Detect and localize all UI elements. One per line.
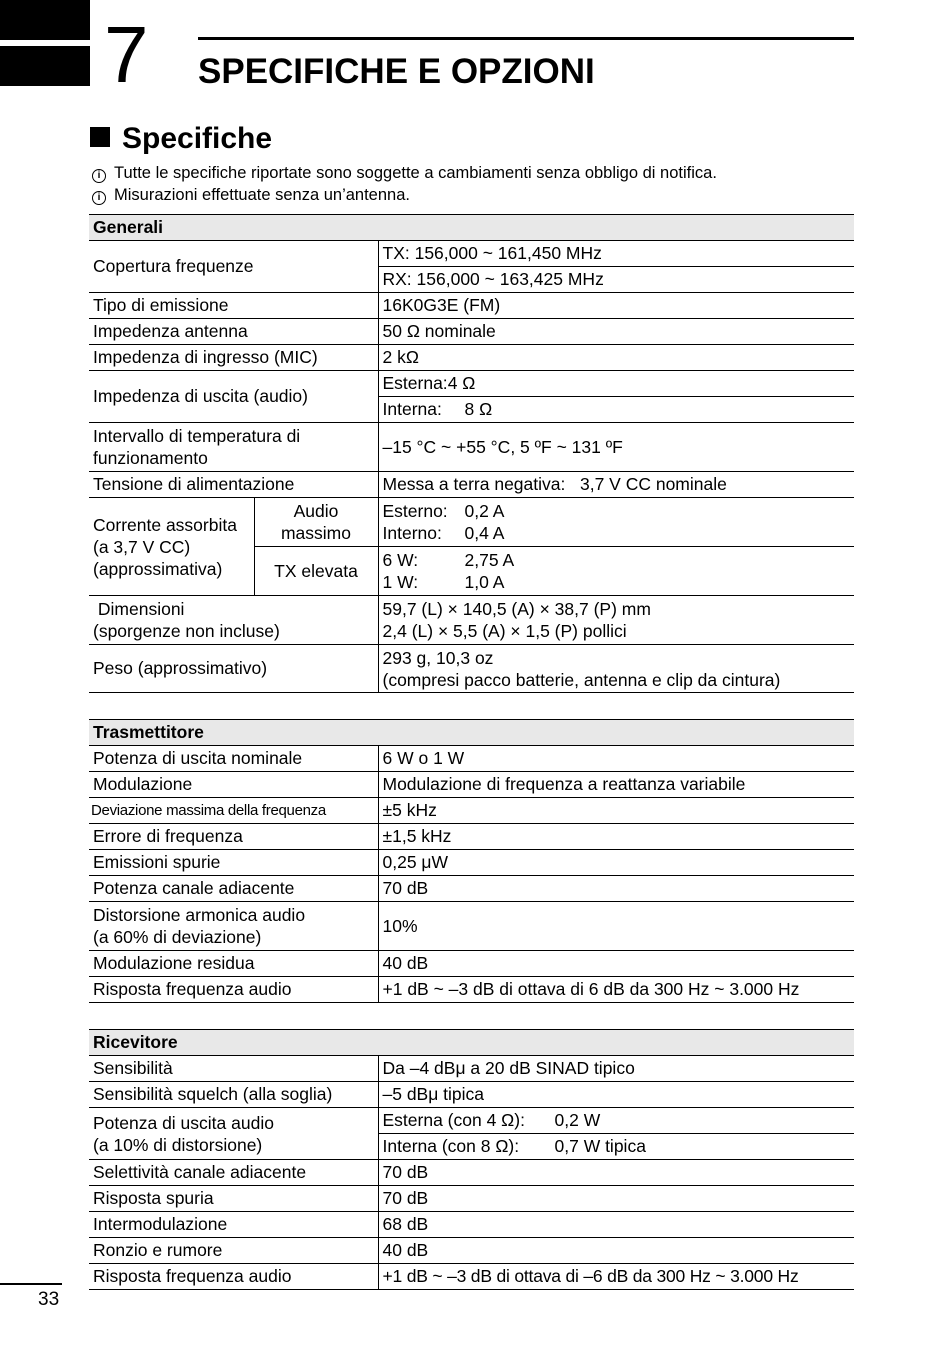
transmitter-specs-table: [89, 719, 854, 1003]
value-text: 2,75 A: [464, 550, 515, 570]
spec-label: Emissioni spurie: [89, 850, 378, 876]
spec-value: [378, 371, 854, 397]
label-line: Potenza di uscita audio: [93, 1112, 274, 1133]
spec-value: 50 Ω nominale: [378, 319, 854, 345]
spec-label: Modulazione residua: [89, 951, 378, 977]
spec-label: Risposta frequenza audio: [89, 977, 378, 1003]
general-specs-table: [89, 214, 854, 693]
spec-value: Modulazione di frequenza a reattanza variabile: [378, 772, 854, 798]
spec-value: [378, 1134, 854, 1160]
spec-label: [89, 498, 254, 596]
spec-label: [89, 596, 378, 645]
value-text: 1,0 A: [464, 572, 505, 592]
spec-label: Selettività canale adiacente: [89, 1160, 378, 1186]
table-row: [89, 319, 854, 345]
table-row: [89, 1264, 854, 1290]
spec-value: 40 dB: [378, 951, 854, 977]
table-row: [89, 850, 854, 876]
value-key: Interna (con 8 Ω):: [382, 1136, 520, 1156]
chapter-title: SPECIFICHE E OPZIONI: [198, 52, 595, 91]
spec-label: [89, 902, 378, 951]
table-row: [89, 1186, 854, 1212]
table-header: Trasmettitore: [89, 720, 854, 746]
info-icon: i: [92, 191, 106, 205]
value-line: 2,4 (L) × 5,5 (A) × 1,5 (P) pollici: [382, 621, 627, 641]
table-row: [89, 1238, 854, 1264]
spec-value: +1 dB ~ –3 dB di ottava di –6 dB da 300 Hz ~ 3.000 Hz: [378, 1264, 854, 1290]
spec-label: Peso (approssimativo): [89, 645, 378, 693]
square-bullet-icon: [90, 127, 110, 147]
table-row: [89, 1108, 854, 1134]
table-header-row: [89, 215, 854, 241]
spec-value: 2 kΩ: [378, 345, 854, 371]
receiver-specs-table: [89, 1029, 854, 1290]
table-row: [89, 241, 854, 267]
value-key: 6 W:: [382, 550, 419, 570]
table-row: [89, 876, 854, 902]
value-key: Esterna (con 4 Ω):: [382, 1110, 525, 1130]
spec-value: –15 °C ~ +55 °C, 5 ºF ~ 131 ºF: [378, 423, 854, 472]
spec-value: 70 dB: [378, 1160, 854, 1186]
spec-label: Errore di frequenza: [89, 824, 378, 850]
value-text: 3,7 V CC nominale: [579, 474, 727, 494]
value-text: 4 Ω: [447, 373, 476, 393]
table-row: [89, 1160, 854, 1186]
table-row: [89, 824, 854, 850]
spec-label: Deviazione massima della frequenza: [89, 798, 378, 824]
spec-value: 70 dB: [378, 876, 854, 902]
label-line: (approssimativa): [93, 558, 223, 579]
table-row: [89, 746, 854, 772]
page-number: 33: [38, 1289, 60, 1310]
label-line: (sporgenze non incluse): [93, 621, 280, 641]
value-key: Messa a terra negativa:: [382, 474, 566, 494]
value-text: 0,2 W: [554, 1110, 601, 1130]
spec-label: Ronzio e rumore: [89, 1238, 378, 1264]
value-text: 0,7 W tipica: [554, 1136, 646, 1156]
spec-label: Potenza canale adiacente: [89, 876, 378, 902]
label-line: Dimensioni: [97, 599, 185, 619]
note: [92, 162, 717, 184]
spec-value: [378, 397, 854, 423]
spec-label: Impedenza antenna: [89, 319, 378, 345]
spec-value: 6 W o 1 W: [378, 746, 854, 772]
table-row: [89, 423, 854, 472]
value-key: Esterno:: [382, 501, 448, 521]
spec-value: 16K0G3E (FM): [378, 293, 854, 319]
value-key: Esterna:: [382, 373, 448, 393]
spec-value: 40 dB: [378, 1238, 854, 1264]
spec-value: [378, 645, 854, 693]
chapter-number: 7: [104, 10, 149, 99]
label-line: (a 3,7 V CC): [93, 536, 191, 557]
value-line: 293 g, 10,3 oz: [382, 647, 494, 668]
spec-value: [378, 472, 854, 498]
spec-label: Intermodulazione: [89, 1212, 378, 1238]
value-line: (compresi pacco batterie, antenna e clip da cintura): [382, 669, 781, 690]
section-title-text: Specifiche: [122, 122, 273, 155]
table-row: [89, 951, 854, 977]
label-line: Audio: [293, 501, 339, 521]
spec-value: 10%: [378, 902, 854, 951]
spec-value: 68 dB: [378, 1212, 854, 1238]
label-line: (a 10% di distorsione): [93, 1134, 263, 1155]
spec-value: ±1,5 kHz: [378, 824, 854, 850]
table-row: [89, 902, 854, 951]
spec-value: [378, 547, 854, 596]
value-key: Interno:: [382, 523, 442, 543]
spec-value: [378, 1108, 854, 1134]
chapter-tab-bar: [0, 46, 90, 86]
spec-value: +1 dB ~ –3 dB di ottava di 6 dB da 300 Hz ~ 3.000 Hz: [378, 977, 854, 1003]
table-header: Ricevitore: [89, 1030, 854, 1056]
spec-label: Potenza di uscita nominale: [89, 746, 378, 772]
table-row: [89, 798, 854, 824]
spec-label: [89, 1108, 378, 1160]
section-title: [90, 118, 272, 160]
spec-label: Risposta spuria: [89, 1186, 378, 1212]
spec-label: Impedenza di ingresso (MIC): [89, 345, 378, 371]
label-line: funzionamento: [93, 448, 208, 468]
spec-label: Sensibilità squelch (alla soglia): [89, 1082, 378, 1108]
table-row: [89, 345, 854, 371]
spec-label: Impedenza di uscita (audio): [89, 371, 378, 423]
value-key: 1 W:: [382, 572, 419, 592]
spec-label: Tensione di alimentazione: [89, 472, 378, 498]
spec-label: [89, 423, 378, 472]
value-line: 59,7 (L) × 140,5 (A) × 38,7 (P) mm: [382, 599, 651, 619]
spec-value: –5 dBμ tipica: [378, 1082, 854, 1108]
table-row: [89, 977, 854, 1003]
spec-sublabel: TX elevata: [254, 547, 378, 596]
spec-value: 0,25 μW: [378, 850, 854, 876]
chapter-tab-bar: [0, 0, 90, 40]
value-key: Interna:: [382, 399, 442, 419]
table-row: [89, 1056, 854, 1082]
label-line: (a 60% di deviazione): [93, 927, 262, 947]
header-rule: [198, 37, 854, 40]
value-text: 0,2 A: [464, 501, 505, 521]
spec-label: Sensibilità: [89, 1056, 378, 1082]
spec-value: TX: 156,000 ~ 161,450 MHz: [378, 241, 854, 267]
value-text: 0,4 A: [464, 523, 505, 543]
spec-value: RX: 156,000 ~ 163,425 MHz: [378, 267, 854, 293]
spec-value: [378, 596, 854, 645]
table-header: Generali: [89, 215, 854, 241]
label-line: Intervallo di temperatura di: [93, 426, 301, 446]
table-row: [89, 772, 854, 798]
spec-label: Risposta frequenza audio: [89, 1264, 378, 1290]
label-line: Corrente assorbita: [93, 514, 237, 535]
table-row: [89, 1082, 854, 1108]
spec-label: Modulazione: [89, 772, 378, 798]
table-row: [89, 645, 854, 693]
table-row: [89, 1212, 854, 1238]
footer-rule: [0, 1283, 62, 1285]
table-header-row: [89, 720, 854, 746]
label-line: massimo: [280, 523, 351, 543]
table-row: [89, 472, 854, 498]
spec-value: Da –4 dBμ a 20 dB SINAD tipico: [378, 1056, 854, 1082]
label-line: Distorsione armonica audio: [93, 905, 306, 925]
spec-value: 70 dB: [378, 1186, 854, 1212]
spec-label: Tipo di emissione: [89, 293, 378, 319]
note-text: Misurazioni effettuate senza un’antenna.: [114, 186, 410, 204]
table-row: [89, 293, 854, 319]
spec-sublabel: [254, 498, 378, 547]
spec-value: [378, 498, 854, 547]
value-text: 8 Ω: [464, 399, 493, 419]
note: [92, 184, 410, 206]
table-row: [89, 596, 854, 645]
table-row: [89, 498, 854, 547]
info-icon: i: [92, 169, 106, 183]
spec-value: ±5 kHz: [378, 798, 854, 824]
spec-label: Copertura frequenze: [89, 241, 378, 293]
note-text: Tutte le specifiche riportate sono soggette a cambiamenti senza obbligo di notifica.: [114, 164, 717, 182]
table-header-row: [89, 1030, 854, 1056]
table-row: [89, 371, 854, 397]
